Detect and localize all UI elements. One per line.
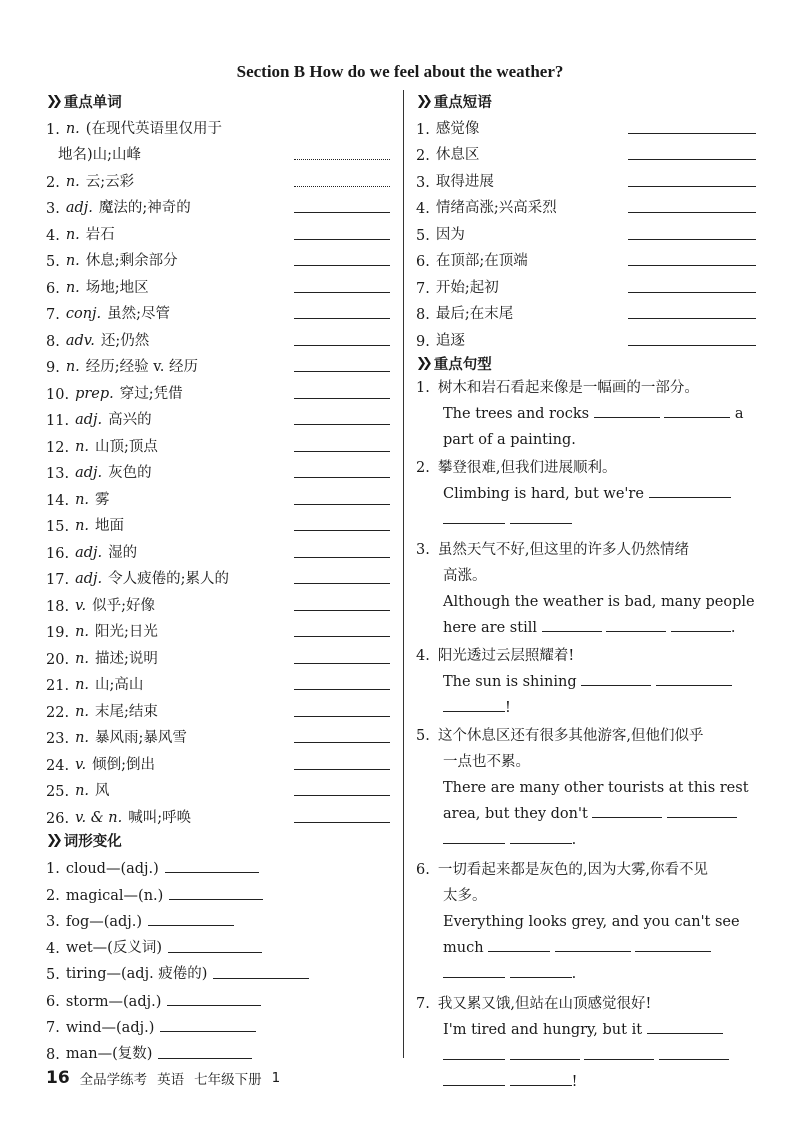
vocab-item: 9. n. 经历;经验 v. 经历 [46,351,390,378]
vocab-item: 20. n. 描述;说明 [46,642,390,669]
answer-blank[interactable] [294,635,390,637]
answer-blank[interactable] [294,238,390,240]
answer-blank[interactable] [294,582,390,584]
answer-blank[interactable] [294,317,390,319]
vocab-item: 4. n. 岩石 [46,218,390,245]
answer-blank[interactable] [647,1032,723,1034]
word-form-item: 2. magical—(n.) [46,878,390,905]
answer-blank[interactable] [443,842,505,844]
answer-blank[interactable] [510,976,572,978]
answer-blank[interactable] [294,556,390,558]
section-heading-sentences: ❯❯ 重点句型 [416,356,492,373]
answer-blank[interactable] [294,768,390,770]
phrase-item: 1. 感觉像 [416,112,756,139]
phrase-item: 3. 取得进展 [416,165,756,192]
answer-blank[interactable] [581,684,651,686]
answer-blank[interactable] [294,344,390,346]
answer-blank[interactable] [294,185,390,187]
answer-blank[interactable] [294,741,390,743]
phrase-list [416,112,756,351]
answer-blank[interactable] [443,1058,505,1060]
answer-blank[interactable] [294,397,390,399]
answer-blank[interactable] [594,416,660,418]
page-title: Section B How do we feel about the weather? [236,62,564,81]
vocab-item: 6. n. 场地;地区 [46,271,390,298]
vocab-item: 17. adj. 令人疲倦的;累人的 [46,563,390,590]
answer-blank[interactable] [294,158,390,160]
page-footer [46,1068,290,1088]
answer-blank[interactable] [294,715,390,717]
subject-name: 英语 [157,1072,185,1088]
double-chevron-icon: ❯❯ [46,93,58,109]
sentence-item-7: 7. 我又累又饿,但站在山顶感觉很好! I'm tired and hungry, but it ! [416,991,756,1095]
vocab-item: 22. n. 末尾;结束 [46,695,390,722]
answer-blank[interactable] [168,951,262,953]
answer-blank[interactable] [443,522,505,524]
sentence-item-6: 6. 一切看起来都是灰色的,因为大雾,你看不见 太多。 Everything looks grey, and you can't see much . [416,861,740,982]
answer-blank[interactable] [659,1058,729,1060]
vocab-item: 14. n. 雾 [46,483,390,510]
phrase-item: 5. 因为 [416,218,756,245]
sentence-item-2: 2. 攀登很难,但我们进展顺利。 Climbing is hard, but we're [416,455,756,533]
double-chevron-icon: ❯❯ [46,833,58,848]
answer-blank[interactable] [294,662,390,664]
word-form-item: 3. fog—(adj.) [46,905,390,932]
answer-blank[interactable] [443,710,505,712]
vocab-item: 13. adj. 灰色的 [46,457,390,484]
answer-blank[interactable] [294,821,390,823]
grade-name: 七年级下册 [194,1072,262,1088]
word-form-item: 8. man—(复数) [46,1037,390,1064]
phrase-item: 6. 在顶部;在顶端 [416,245,756,272]
word-form-item: 4. wet—(反义词) [46,931,390,958]
answer-blank[interactable] [294,264,390,266]
answer-blank[interactable] [628,158,756,160]
phrase-item: 8. 最后;在末尾 [416,298,756,325]
answer-blank[interactable] [671,630,731,632]
vocab-item: 26. v. & n. 喊叫;呼唤 [46,801,390,828]
answer-blank[interactable] [294,609,390,611]
vocab-item: 23. n. 暴风雨;暴风雪 [46,722,390,749]
answer-blank[interactable] [510,842,572,844]
answer-blank[interactable] [635,950,711,952]
answer-blank[interactable] [167,1004,261,1006]
page-number: 16 [46,1068,70,1088]
column-divider [403,90,404,1058]
word-form-item: 1. cloud—(adj.) [46,852,390,879]
answer-blank[interactable] [628,132,756,134]
right-column [416,90,756,1095]
answer-blank[interactable] [160,1030,256,1032]
answer-blank[interactable] [294,291,390,293]
answer-blank[interactable] [510,1084,572,1086]
vocab-list [46,112,390,828]
answer-blank[interactable] [169,898,263,900]
forms-list [46,852,390,1064]
answer-blank[interactable] [542,630,602,632]
double-chevron-icon: ❯❯ [416,356,428,371]
answer-blank[interactable] [294,450,390,452]
word-form-item: 5. tiring—(adj. 疲倦的) [46,958,390,985]
answer-blank[interactable] [592,816,662,818]
answer-blank[interactable] [664,416,730,418]
answer-blank[interactable] [294,503,390,505]
section-heading-vocab: ❯❯ 重点单词 [46,93,122,111]
word-form-item: 7. wind—(adj.) [46,1011,390,1038]
answer-blank[interactable] [628,264,756,266]
answer-blank[interactable] [606,630,666,632]
vocab-item: 19. n. 阳光;日光 [46,616,390,643]
vocab-item: 8. adv. 还;仍然 [46,324,390,351]
left-column [46,90,390,1064]
answer-blank[interactable] [294,423,390,425]
vocab-item: 18. v. 似乎;好像 [46,589,390,616]
section-heading-forms: ❯❯ 词形变化 [46,833,122,850]
vocab-item: 21. n. 山;高山 [46,669,390,696]
answer-blank[interactable] [584,1058,654,1060]
sentence-item-4: 4. 阳光透过云层照耀着! The sun is shining ! [416,643,756,721]
vocab-item: 地名)山;山峰 [46,139,390,166]
answer-blank[interactable] [656,684,732,686]
answer-blank[interactable] [213,977,309,979]
vocab-item: 24. v. 倾倒;倒出 [46,748,390,775]
vocab-item: 1. n. (在现代英语里仅用于 [46,120,222,138]
answer-blank[interactable] [628,291,756,293]
answer-blank[interactable] [510,1058,580,1060]
vocab-item: 2. n. 云;云彩 [46,165,390,192]
answer-blank[interactable] [443,1084,505,1086]
answer-blank[interactable] [158,1057,252,1059]
answer-blank[interactable] [628,185,756,187]
answer-blank[interactable] [628,211,756,213]
phrase-item: 7. 开始;起初 [416,271,756,298]
answer-blank[interactable] [148,924,234,926]
answer-blank[interactable] [294,529,390,531]
phrase-item: 2. 休息区 [416,139,756,166]
answer-blank[interactable] [628,344,756,346]
vocab-item: 5. n. 休息;剩余部分 [46,245,390,272]
vocab-item: 12. n. 山顶;顶点 [46,430,390,457]
vocab-item: 16. adj. 湿的 [46,536,390,563]
word-form-item: 6. storm—(adj.) [46,984,390,1011]
answer-blank[interactable] [294,370,390,372]
double-chevron-icon: ❯❯ [416,93,428,109]
answer-blank[interactable] [510,522,572,524]
answer-blank[interactable] [294,688,390,690]
phrase-item: 9. 追逐 [416,324,756,351]
answer-blank[interactable] [667,816,737,818]
series-name: 全品学练考 [79,1072,148,1088]
answer-blank[interactable] [294,794,390,796]
vocab-item: 10. prep. 穿过;凭借 [46,377,390,404]
sentence-item-1: 1. 树木和岩石看起来像是一幅画的一部分。 The trees and rocks a part of a painting. [416,379,744,448]
answer-blank[interactable] [294,476,390,478]
footer-tail: 1 [271,1070,281,1086]
answer-blank[interactable] [555,950,631,952]
answer-blank[interactable] [165,871,259,873]
vocab-item: 11. adj. 高兴的 [46,404,390,431]
vocab-item: 7. conj. 虽然;尽管 [46,298,390,325]
answer-blank[interactable] [628,317,756,319]
sentence-item-3: 3. 虽然天气不好,但这里的许多人仍然情绪 高涨。 Although the weather is bad, many people here are still . [416,541,755,636]
answer-blank[interactable] [628,238,756,240]
vocab-item: 3. adj. 魔法的;神奇的 [46,192,390,219]
sentence-item-5: 5. 这个休息区还有很多其他游客,但他们似乎 一点也不累。 There are many other tourists at this rest area, but they don't . [416,727,749,848]
section-heading-phrases: ❯❯ 重点短语 [416,93,492,111]
answer-blank[interactable] [649,496,731,498]
answer-blank[interactable] [294,211,390,213]
vocab-item: 25. n. 风 [46,775,390,802]
vocab-item: 15. n. 地面 [46,510,390,537]
answer-blank[interactable] [443,976,505,978]
answer-blank[interactable] [488,950,550,952]
phrase-item: 4. 情绪高涨;兴高采烈 [416,192,756,219]
